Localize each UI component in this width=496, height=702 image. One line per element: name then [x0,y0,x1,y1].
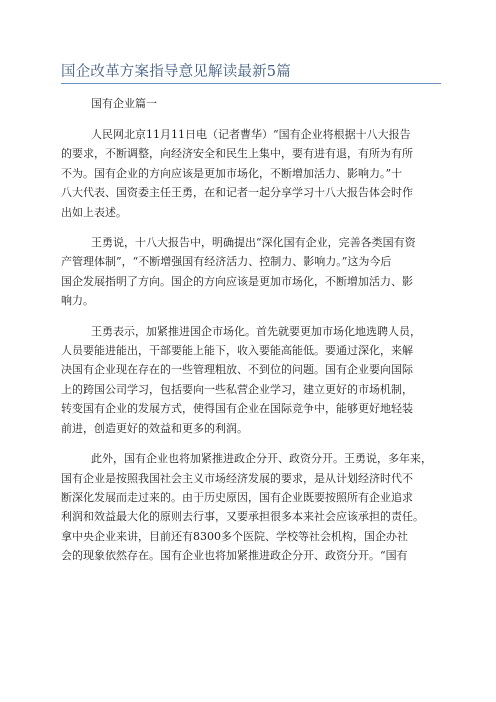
paragraph-line: 人员要能进能出，干部要能上能下，收入要能高能低。要通过深化，来解 [61,344,413,358]
paragraph-line: 王勇表示，加紧推进国企市场化。首先就要更加市场化地选聘人员， [91,324,421,338]
paragraph-line: 响力。 [61,294,94,308]
paragraph-line: 出如上表述。 [61,205,127,219]
title-underline [61,83,441,84]
paragraph-line: 利润和效益最大化的原则去行事，又要承担很多本来社会应该承担的责任。 [61,510,424,524]
paragraph-line: 此外，国有企业也将加紧推进政企分开、政资分开。王勇说，多年来， [91,452,432,466]
paragraph-line: 产管理体制”，“不断增强国有经济活力、控制力、影响力。”这为今后 [61,255,392,269]
paragraph-line: 的要求，不断调整，向经济安全和民生上集中，要有进有退，有所为有所 [61,147,413,161]
paragraph-line: 拿中央企业来讲，目前还有8300多个医院、学校等社会机构，国企办社 [61,529,408,543]
paragraph-line: 转变国有企业的发展方式，使得国有企业在国际竞争中，能够更好地轻装 [61,402,413,416]
paragraph-line: 决国有企业现在存在的一些管理粗放、不到位的问题。国有企业要向国际 [61,363,413,377]
paragraph [61,125,445,222]
paragraph-line: 国有企业是按照我国社会主义市场经济发展的要求，是从计划经济时代不 [61,471,413,485]
paragraph-line: 前进，创造更好的效益和更多的利润。 [61,421,248,435]
paragraph-line: 人民网北京11月11日电（记者曹华）“国有企业将根据十八大报告 [91,128,411,141]
paragraph [61,233,445,311]
paragraph [61,449,445,565]
paragraph-line: 会的现象依然存在。国有企业也将加紧推进政企分开、政资分开。“国有 [61,549,408,563]
paragraph-line: 国企发展指明了方向。国企的方向应该是更加市场化，不断增加活力、影 [61,274,413,288]
document-title: 国企改革方案指导意见解读最新5篇 [61,64,291,80]
paragraph-line: 上的跨国公司学习，包括要向一些私营企业学习，建立更好的市场机制， [61,382,413,396]
paragraph-line: 八大代表、国资委主任王勇，在和记者一起分享学习十八大报告体会时作 [61,186,413,200]
paragraph-line: 不为。国有企业的方向应该是更加市场化，不断增加活力、影响力。”十 [61,166,403,180]
section-heading: 国有企业篇一 [91,97,157,110]
paragraph-line: 断深化发展而走过来的。由于历史原因，国有企业既要按照所有企业追求 [61,490,413,504]
document-body [61,125,445,577]
paragraph [61,322,445,438]
paragraph-line: 王勇说，十八大报告中，明确提出“深化国有企业，完善各类国有资 [91,236,416,250]
